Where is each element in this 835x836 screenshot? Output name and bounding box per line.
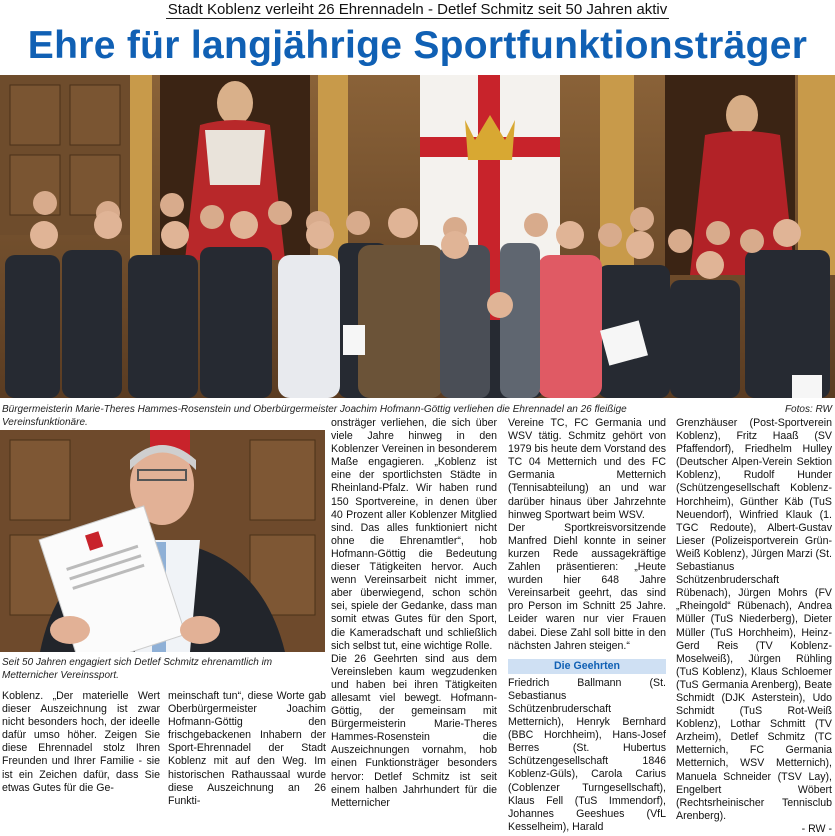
article-paragraph: meinschaft tun“, diese Worte gab Oberbürgermeister Joachim Hofmann-Göttig den frischgebackenen Inhabern der Sport-Ehrennadel der Stadt Koblenz mit auf den Weg. Im historischen Rathaussaal wurde diese Auszeichnung an 26 Funkti- [168,690,326,807]
photo-credit: Fotos: RW [784,404,832,415]
article-column-1 [2,690,160,795]
article-column-5 [676,417,832,836]
article-column-2 [168,690,326,808]
honorees-list: Friedrich Ballmann (St. Sebastianus Schützenbruderschaft Metternich), Henryk Bernhard (BBC Horchheim), Hans-Josef Berres (St. Hubertus Schützengesellschaft 1846 Koblenz-Güls), Carola Carius (Coblenzer Turngesellschaft), Klaus Fell (TuS Immendorf), Johannes Geeshues (VfL Kesselheim), Harald [508,676,666,833]
main-photo-caption: Bürgermeisterin Marie-Theres Hammes-Rosenstein und Oberbürgermeister Joachim Hofmann-Göttig verliehen die Ehrennadel an 26 fleißige Vereinsfunktionäre. [2,404,627,428]
article-paragraph: Der Sportkreisvorsitzende Manfred Diehl konnte in seiner kurzen Rede aussagekräftige Zahlen präsentieren: „Heute wurden hier 648 Jahre Vereinsarbeit geehrt, das sind pro Person im Schnitt 25 Jahre. Leider waren nur vier Frauen dabei. Diese Zahl soll bitte in den nächsten Jahren steigen.“ [508,521,666,652]
article-paragraph: onsträger verliehen, die sich über viele Jahre hinweg in den Koblenzer Vereinen in besonderem Maße engagieren. „Koblenz ist eine der sportlichsten Städte in Rheinland-Pfalz. Wir haben rund 150 Sportvereine, in denen über 40 Prozent aller Koblenzer Mitglied sind. Das alles funktioniert nicht ohne die Ehrenamtler“, hob Hofmann-Göttig die Bedeutung dieser Tätigkeiten hervor. Auch wenn Vereinsarbeit nicht immer, aber überwiegend, schon schön sei, spiele der Gedanke, dass man somit etwas Gutes für den Sport, die Kameradschaft und schließlich sich selbst tut, eine wichtige Rolle. [331,417,497,652]
article-paragraph: Die 26 Geehrten sind aus dem Vereinsleben kaum wegzudenken und haben bei ihren Tätigkeiten allesamt viel bewegt. Hofmann-Göttig, der gemeinsam mit Bürgermeisterin Marie-Theres Hammes-Rosenstein die Auszeichnungen vornahm, hob einen Funktionsträger besonders hervor: Detlef Schmitz ist seit einem halben Jahrhundert für die Metternicher [331,652,497,809]
honorees-subhead: Die Geehrten [508,659,666,674]
group-photo [0,75,835,398]
portrait-photo [0,430,325,652]
portrait-photo-caption: Seit 50 Jahren engagiert sich Detlef Schmitz ehrenamtlich im Metternicher Vereinssport. [2,657,273,681]
portrait-photo-illustration [0,430,325,652]
article-column-4 [508,417,666,834]
kicker-text: Stadt Koblenz verleiht 26 Ehrennadeln - Detlef Schmitz seit 50 Jahren aktiv [167,1,668,18]
headline: Ehre für langjährige Sportfunktionsträger [27,24,808,67]
group-photo-illustration [0,75,835,398]
article-column-3 [331,417,497,810]
honorees-list-continued: Grenzhäuser (Post-Sportverein Koblenz), Fritz Haaß (SV Pfaffendorf), Friedhelm Hulley (Deutscher Alpen-Verein Sektion Koblenz), Rudolf Hunder (Schützengesellschaft Koblenz-Horchheim), Günther Käb (TuS Neuendorf), Winfried Klauk (1. TGC Redoute), Albert-Gustav Lieser (Polizeisportverein Grün-Weiß Koblenz), Jürgen Marzi (St. Sebastianus Schützenbruderschaft Rübenach), Jürgen Mohrs (FV „Rheingold“ Rübenach), Andrea Müller (TuS Niederberg), Dieter Müller (TuS Horchheim), Heinz-Gerd Reis (TV Koblenz-Moselweiß), Jürgen Rühling (TuS Koblenz), Klaus Schloemer (TuS Germania Arenberg), Beate Schmidt (DJK Asterstein), Udo Schmidt (TuS Rot-Weiß Koblenz), Lothar Schmitt (TV Arzheim), Detlef Schmitz (TC Metternich, FC Germania Metternich, WSV Metternich), Manuela Schneider (TSV Lay), Engelbert Wöbert (Rechtsrheinischer Tennisclub Arenberg). [676,417,832,822]
author-signature: - RW - [801,822,832,835]
article-lead-paragraph: Koblenz. „Der materielle Wert dieser Auszeichnung ist zwar nicht besonders hoch, der ideelle dafür umso höher. Zeigen Sie diese Ehrennadel stolz Ihren Freunden und Ihrer Familie - sie ist ein Zeichen dafür, dass Sie etwas Gutes für die Ge- [2,690,160,794]
kicker-line [0,2,835,18]
article-paragraph: Vereine TC, FC Germania und WSV tätig. Schmitz gehört von 1979 bis heute dem Vorstand des TC 04 Metternich und des FC Germania Metternich (Tennisabteilung) an und war darüber hinaus über Jahrzehnte hinweg Sportwart beim WSV. [508,417,666,521]
